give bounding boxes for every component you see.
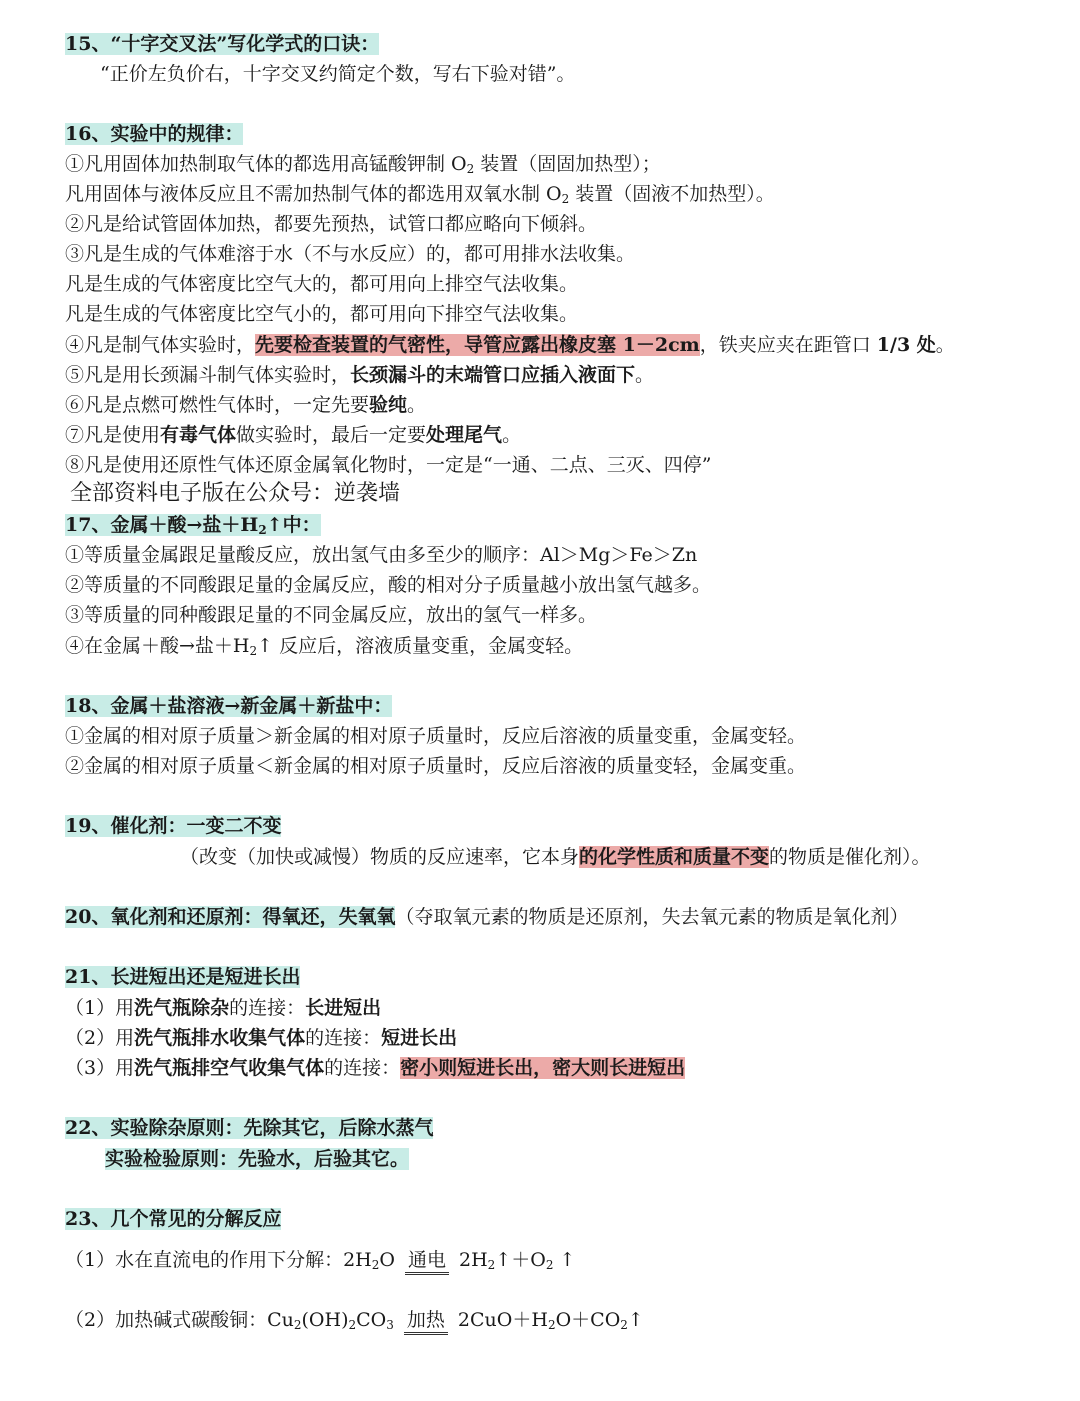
section-16-line-1 [65, 150, 661, 178]
text-span: （1）用 [65, 997, 135, 1019]
section-19-line-1 [180, 843, 931, 871]
section-16-line-8 [65, 361, 654, 389]
text-span: （2）用 [65, 1027, 135, 1049]
text-span: ↑ [553, 1249, 576, 1271]
section-15-heading [65, 30, 379, 58]
promo-text: 全部资料电子版在公众号：逆袭墙 [70, 481, 401, 506]
section-20-line [65, 903, 908, 931]
text-span: ⑦凡是使用 [65, 424, 161, 446]
text-span: 2 [547, 1318, 556, 1332]
text-span: ①凡用固体加热制取气体的都选用高锰酸钾制 O [65, 153, 467, 175]
text-span: （夺取氧元素的物质是还原剂，失去氧元素的物质是氧化剂） [395, 906, 909, 928]
section-21-line-3 [65, 1054, 685, 1082]
section-19-heading [65, 812, 281, 840]
section-18-line-2: ②金属的相对原子质量＜新金属的相对原子质量时，反应后溶液的质量变轻，金属变重。 [65, 755, 807, 777]
text-span: ⑥凡是点燃可燃性气体时，一定先要 [65, 394, 370, 416]
text-span: 做实验时，最后一定要 [236, 424, 427, 446]
text-span: （改变（加快或减慢）物质的反应速率，它本身 [180, 846, 580, 868]
text-span: 长颈漏斗的末端管口应插入液面下 [350, 364, 636, 386]
text-span [65, 514, 321, 536]
text-span: 洗气瓶除杂 [134, 997, 230, 1019]
text-span: 的物质是催化剂）。 [769, 846, 931, 868]
text-span: 实验检验原则：先验水，后验其它。 [105, 1148, 410, 1170]
text-span: 2 [371, 1258, 380, 1272]
text-span: 2 [258, 523, 267, 537]
text-span: ④在金属＋酸→盐＋H [65, 635, 250, 657]
section-17-line-2: ②等质量的不同酸跟足量的金属反应，酸的相对分子质量越小放出氢气越多。 [65, 574, 712, 596]
text-span: 2CuO＋H [457, 1309, 548, 1331]
text-span: 2 [545, 1258, 554, 1272]
text-span: 1/3 处 [876, 334, 936, 356]
text-span: 处理尾气 [426, 424, 503, 446]
text-span: 15、“十字交叉法”写化学式的口诀： [65, 33, 380, 55]
text-span: 的连接： [305, 1027, 382, 1049]
section-17-heading [65, 511, 321, 539]
text-span: (OH) [301, 1309, 349, 1331]
section-23-reaction-2 [65, 1306, 644, 1334]
text-span: 短进长出 [381, 1027, 458, 1049]
text-span: 18、金属＋盐溶液→新金属＋新盐中： [65, 695, 393, 717]
section-21-line-2 [65, 1024, 457, 1052]
section-21-heading [65, 963, 300, 991]
section-16-line-3: ②凡是给试管固体加热，都要先预热，试管口都应略向下倾斜。 [65, 213, 598, 235]
text-span: 2H [343, 1249, 372, 1271]
text-span: 的连接： [324, 1057, 401, 1079]
text-span: 2 [348, 1318, 357, 1332]
section-22-line-2 [105, 1145, 409, 1173]
text-span: 2H [459, 1249, 488, 1271]
text-span: 2 [293, 1318, 302, 1332]
text-span: ↑中： [266, 514, 321, 536]
text-span: ④凡是制气体实验时， [65, 334, 256, 356]
text-span: ⑤凡是用长颈漏斗制气体实验时， [65, 364, 351, 386]
section-16-line-2 [65, 180, 775, 208]
text-span: 验纯 [369, 394, 408, 416]
text-span: ↑ 反应后，溶液质量变重，金属变轻。 [257, 635, 584, 657]
section-20-heading: 20、氧化剂和还原剂：得氧还，失氧氧 [65, 906, 396, 928]
highlight-catalyst: 的化学性质和质量不变 [579, 846, 770, 868]
section-23-heading [65, 1205, 281, 1233]
text-span: 2 [487, 1258, 496, 1272]
text-span: （3）用 [65, 1057, 135, 1079]
section-18-line-1: ①金属的相对原子质量＞新金属的相对原子质量时，反应后溶液的质量变重，金属变轻。 [65, 725, 807, 747]
text-span: ，铁夹应夹在距管口 [699, 334, 877, 356]
text-span: ↑ [627, 1309, 644, 1331]
text-span: 19、催化剂：一变二不变 [65, 815, 282, 837]
section-15-text: “正价左负价右，十字交叉约简定个数，写右下验对错”。 [100, 63, 576, 85]
section-22-heading [65, 1114, 433, 1142]
section-16-line-10 [65, 421, 521, 449]
text-span: 2 [249, 644, 258, 658]
text-span: Cu [267, 1309, 294, 1331]
text-span: （1）水在直流电的作用下分解： [65, 1249, 344, 1271]
text-span: 凡用固体与液体反应且不需加热制气体的都选用双氧水制 O [65, 183, 562, 205]
text-span: ↑＋O [495, 1249, 546, 1271]
text-span: 。 [502, 424, 522, 446]
condition-electrolysis: 通电 [405, 1248, 449, 1275]
condition-heating: 加热 [404, 1308, 448, 1335]
section-21-line-1 [65, 994, 381, 1022]
text-span: CO [356, 1309, 387, 1331]
highlight-airtight: 先要检查装置的气密性，导管应露出橡皮塞 1－2cm [255, 334, 700, 356]
text-span: 装置（固固加热型）； [474, 153, 661, 175]
section-16-line-7 [65, 331, 955, 359]
text-span: 23、几个常见的分解反应 [65, 1208, 282, 1230]
text-span: 。 [935, 334, 955, 356]
text-span: 有毒气体 [160, 424, 237, 446]
text-span: 2 [561, 192, 570, 206]
section-16-line-9 [65, 391, 426, 419]
section-17-line-3: ③等质量的同种酸跟足量的不同金属反应，放出的氢气一样多。 [65, 604, 598, 626]
text-span: 21、长进短出还是短进长出 [65, 966, 301, 988]
text-span: 22、实验除杂原则：先除其它，后除水蒸气 [65, 1117, 434, 1139]
section-18-heading [65, 692, 392, 720]
text-span: 17、金属＋酸→盐＋H [65, 514, 259, 536]
text-span: 2 [466, 162, 475, 176]
section-17-line-1: ①等质量金属跟足量酸反应，放出氢气由多至少的顺序：Al＞Mg＞Fe＞Zn [65, 544, 698, 566]
text-span: O＋CO [555, 1309, 621, 1331]
text-span: 洗气瓶排水收集气体 [134, 1027, 306, 1049]
section-17-line-4 [65, 632, 583, 660]
text-span: 长进短出 [305, 997, 382, 1019]
text-span: O [379, 1249, 395, 1271]
section-23-reaction-1 [65, 1246, 575, 1274]
section-16-heading [65, 120, 243, 148]
section-16-line-5: 凡是生成的气体密度比空气大的，都可用向上排空气法收集。 [65, 273, 579, 295]
text-span: 的连接： [229, 997, 306, 1019]
text-span: 洗气瓶排空气收集气体 [134, 1057, 325, 1079]
text-span: 装置（固液不加热型）。 [569, 183, 775, 205]
text-span: 。 [635, 364, 655, 386]
text-span: 3 [386, 1318, 394, 1332]
highlight-gas-density: 密小则短进长出，密大则长进短出 [400, 1057, 686, 1079]
text-span: （2）加热碱式碳酸铜： [65, 1309, 268, 1331]
section-16-line-11: ⑧凡是使用还原性气体还原金属氧化物时，一定是“一通、二点、三灭、四停” [65, 454, 712, 476]
section-16-line-4: ③凡是生成的气体难溶于水（不与水反应）的，都可用排水法收集。 [65, 243, 636, 265]
text-span: 。 [407, 394, 427, 416]
text-span: 2 [620, 1318, 628, 1332]
text-span: 16、实验中的规律： [65, 123, 244, 145]
section-16-line-6: 凡是生成的气体密度比空气小的，都可用向下排空气法收集。 [65, 303, 579, 325]
